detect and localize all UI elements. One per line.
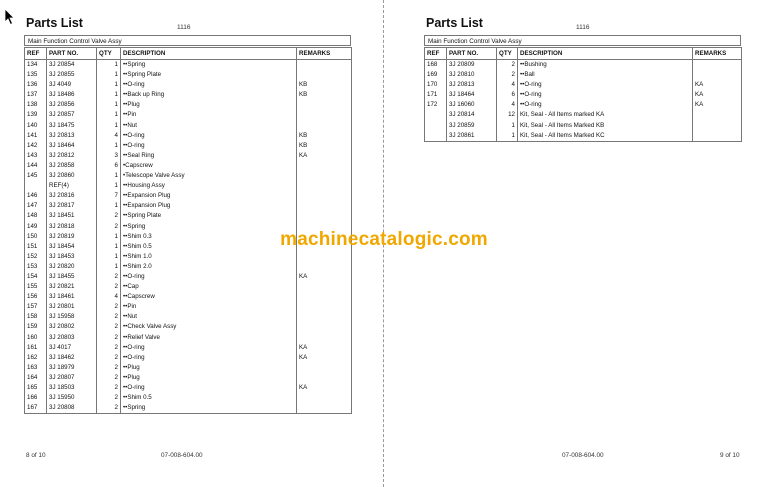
- ref-cell: 137: [25, 90, 47, 100]
- description-cell: ••O-ring: [518, 80, 693, 90]
- description-cell: ••O-ring: [121, 80, 297, 90]
- description-cell: Kit, Seal - All Items marked KA: [518, 110, 693, 120]
- remarks-cell: [297, 201, 352, 211]
- ref-cell: 157: [25, 302, 47, 312]
- qty-cell: 6: [97, 161, 121, 171]
- qty-cell: 2: [97, 393, 121, 403]
- table-header-row: [25, 48, 352, 60]
- qty-cell: 1: [497, 131, 518, 142]
- table-row: [25, 90, 352, 100]
- description-cell: ••Nut: [121, 121, 297, 131]
- description-cell: ••Spring: [121, 60, 297, 71]
- remarks-cell: [297, 100, 352, 110]
- description-cell: ••Housing Assy: [121, 181, 297, 191]
- part-number-cell: 3J 18979: [47, 363, 97, 373]
- ref-cell: 144: [25, 161, 47, 171]
- part-number-cell: 3J 20813: [47, 131, 97, 141]
- remarks-cell: [297, 211, 352, 221]
- part-number-cell: 3J 18453: [47, 252, 97, 262]
- ref-cell: 143: [25, 151, 47, 161]
- qty-cell: 1: [497, 121, 518, 131]
- description-cell: ••Shim 0.5: [121, 393, 297, 403]
- description-cell: ••Pin: [121, 110, 297, 120]
- ref-cell: 147: [25, 201, 47, 211]
- ref-cell: [425, 131, 447, 142]
- part-number-cell: 3J 20856: [47, 100, 97, 110]
- ref-cell: 141: [25, 131, 47, 141]
- qty-cell: 3: [97, 151, 121, 161]
- qty-cell: 2: [97, 302, 121, 312]
- description-cell: ••Ball: [518, 70, 693, 80]
- ref-cell: 160: [25, 333, 47, 343]
- qty-cell: 2: [497, 60, 518, 71]
- qty-cell: 2: [97, 403, 121, 414]
- description-cell: ••Back up Ring: [121, 90, 297, 100]
- remarks-cell: KA: [297, 343, 352, 353]
- description-cell: •Telescope Valve Assy: [121, 171, 297, 181]
- ref-cell: 155: [25, 282, 47, 292]
- table-row: [25, 312, 352, 322]
- table-row: [25, 363, 352, 373]
- remarks-cell: [693, 60, 742, 71]
- table-row: [25, 151, 352, 161]
- qty-cell: 1: [97, 100, 121, 110]
- table-row: [425, 90, 742, 100]
- ref-cell: 140: [25, 121, 47, 131]
- qty-cell: 6: [497, 90, 518, 100]
- table-row: [25, 110, 352, 120]
- ref-cell: 142: [25, 141, 47, 151]
- description-cell: ••O-ring: [518, 100, 693, 110]
- document-number: 1116: [576, 24, 590, 31]
- qty-cell: 4: [97, 131, 121, 141]
- description-cell: ••Spring Plate: [121, 211, 297, 221]
- qty-cell: 1: [97, 201, 121, 211]
- description-cell: ••Shim 2.0: [121, 262, 297, 272]
- remarks-cell: [297, 282, 352, 292]
- table-row: [425, 70, 742, 80]
- table-row: [25, 292, 352, 302]
- part-number-cell: 3J 20860: [47, 171, 97, 181]
- page-title: Parts List: [26, 16, 83, 30]
- part-number-cell: 3J 20812: [47, 151, 97, 161]
- table-row: [25, 272, 352, 282]
- ref-cell: 161: [25, 343, 47, 353]
- ref-cell: 170: [425, 80, 447, 90]
- ref-cell: 149: [25, 222, 47, 232]
- qty-cell: 4: [497, 100, 518, 110]
- qty-cell: 2: [97, 383, 121, 393]
- qty-cell: 2: [97, 322, 121, 332]
- remarks-cell: [693, 110, 742, 120]
- part-number-cell: 3J 18455: [47, 272, 97, 282]
- part-number-cell: 3J 20821: [47, 282, 97, 292]
- description-cell: ••Spring: [121, 403, 297, 414]
- description-cell: ••Plug: [121, 373, 297, 383]
- ref-cell: [25, 181, 47, 191]
- part-number-cell: 3J 18451: [47, 211, 97, 221]
- table-row: [25, 252, 352, 262]
- table-row: [25, 302, 352, 312]
- table-row: [25, 353, 352, 363]
- description-cell: Kit, Seal - All Items Marked KC: [518, 131, 693, 142]
- table-row: [25, 161, 352, 171]
- qty-cell: 1: [97, 70, 121, 80]
- qty-cell: 2: [97, 363, 121, 373]
- qty-cell: 12: [497, 110, 518, 120]
- table-row: [425, 80, 742, 90]
- column-header-description: DESCRIPTION: [518, 48, 693, 60]
- description-cell: ••Shim 0.3: [121, 232, 297, 242]
- remarks-cell: [297, 302, 352, 312]
- table-row: [25, 201, 352, 211]
- qty-cell: 1: [97, 181, 121, 191]
- qty-cell: 2: [97, 312, 121, 322]
- part-number-cell: 3J 20807: [47, 373, 97, 383]
- remarks-cell: KB: [297, 80, 352, 90]
- qty-cell: 1: [97, 80, 121, 90]
- description-cell: ••Nut: [121, 312, 297, 322]
- remarks-cell: KA: [693, 100, 742, 110]
- parts-table: [424, 47, 742, 142]
- arrow-cursor-icon: [4, 8, 16, 26]
- ref-cell: 172: [425, 100, 447, 110]
- table-row: [425, 60, 742, 71]
- remarks-cell: [693, 121, 742, 131]
- remarks-cell: [297, 121, 352, 131]
- qty-cell: 4: [497, 80, 518, 90]
- table-header-row: [425, 48, 742, 60]
- description-cell: ••Seal Ring: [121, 151, 297, 161]
- ref-cell: 148: [25, 211, 47, 221]
- remarks-cell: [297, 181, 352, 191]
- description-cell: Kit, Seal - All Items Marked KB: [518, 121, 693, 131]
- description-cell: ••Expansion Plug: [121, 201, 297, 211]
- description-cell: ••O-ring: [518, 90, 693, 100]
- ref-cell: 162: [25, 353, 47, 363]
- description-cell: ••Relief Valve: [121, 333, 297, 343]
- description-cell: ••Bushing: [518, 60, 693, 71]
- ref-cell: 138: [25, 100, 47, 110]
- remarks-cell: [297, 60, 352, 71]
- table-row: [25, 131, 352, 141]
- table-row: [25, 80, 352, 90]
- part-number-cell: 3J 18462: [47, 353, 97, 363]
- ref-cell: [425, 110, 447, 120]
- qty-cell: 4: [97, 292, 121, 302]
- part-number-cell: 3J 20802: [47, 322, 97, 332]
- page-number: 9 of 10: [720, 452, 740, 459]
- qty-cell: 2: [97, 211, 121, 221]
- ref-cell: 163: [25, 363, 47, 373]
- qty-cell: 7: [97, 191, 121, 201]
- part-number-cell: 3J 20817: [47, 201, 97, 211]
- remarks-cell: [297, 171, 352, 181]
- remarks-cell: KA: [297, 151, 352, 161]
- part-number-cell: 3J 20801: [47, 302, 97, 312]
- ref-cell: 136: [25, 80, 47, 90]
- part-number-cell: 3J 18464: [447, 90, 497, 100]
- part-number-cell: 3J 20859: [447, 121, 497, 131]
- part-number-cell: 3J 20818: [47, 222, 97, 232]
- part-number-cell: 3J 18475: [47, 121, 97, 131]
- column-header-part-number: PART NO.: [47, 48, 97, 60]
- part-number-cell: 3J 18486: [47, 90, 97, 100]
- remarks-cell: [297, 191, 352, 201]
- remarks-cell: [297, 161, 352, 171]
- part-number-cell: 3J 20855: [47, 70, 97, 80]
- footer-code: 07-008-604.00: [562, 452, 604, 459]
- ref-cell: 154: [25, 272, 47, 282]
- qty-cell: 2: [97, 353, 121, 363]
- column-header-description: DESCRIPTION: [121, 48, 297, 60]
- table-row: [25, 100, 352, 110]
- remarks-cell: KB: [297, 90, 352, 100]
- qty-cell: 1: [97, 232, 121, 242]
- ref-cell: 169: [425, 70, 447, 80]
- part-number-cell: 3J 15958: [47, 312, 97, 322]
- qty-cell: 1: [97, 90, 121, 100]
- column-header-remarks: REMARKS: [693, 48, 742, 60]
- ref-cell: 166: [25, 393, 47, 403]
- ref-cell: 145: [25, 171, 47, 181]
- description-cell: ••Shim 0.5: [121, 242, 297, 252]
- ref-cell: 146: [25, 191, 47, 201]
- part-number-cell: REF(4): [47, 181, 97, 191]
- description-cell: ••Check Valve Assy: [121, 322, 297, 332]
- table-row: [425, 100, 742, 110]
- ref-cell: [425, 121, 447, 131]
- table-row: [25, 282, 352, 292]
- description-cell: ••Expansion Plug: [121, 191, 297, 201]
- part-number-cell: 3J 20803: [47, 333, 97, 343]
- page-number: 8 of 10: [26, 452, 46, 459]
- qty-cell: 1: [97, 60, 121, 71]
- ref-cell: 171: [425, 90, 447, 100]
- remarks-cell: KB: [297, 141, 352, 151]
- remarks-cell: [297, 322, 352, 332]
- remarks-cell: KB: [297, 131, 352, 141]
- description-cell: •Capscrew: [121, 161, 297, 171]
- remarks-cell: [297, 393, 352, 403]
- ref-cell: 151: [25, 242, 47, 252]
- part-number-cell: 3J 18461: [47, 292, 97, 302]
- table-row: [25, 262, 352, 272]
- column-header-part-number: PART NO.: [447, 48, 497, 60]
- remarks-cell: [693, 70, 742, 80]
- document-number: 1116: [177, 24, 191, 31]
- part-number-cell: 3J 20819: [47, 232, 97, 242]
- part-number-cell: 3J 15950: [47, 393, 97, 403]
- remarks-cell: [297, 312, 352, 322]
- table-row: [25, 403, 352, 414]
- part-number-cell: 3J 4017: [47, 343, 97, 353]
- description-cell: ••Spring Plate: [121, 70, 297, 80]
- qty-cell: 1: [97, 242, 121, 252]
- ref-cell: 139: [25, 110, 47, 120]
- part-number-cell: 3J 20858: [47, 161, 97, 171]
- table-row: [25, 171, 352, 181]
- description-cell: ••O-ring: [121, 353, 297, 363]
- part-number-cell: 3J 18464: [47, 141, 97, 151]
- table-row: [25, 373, 352, 383]
- remarks-cell: KA: [693, 90, 742, 100]
- description-cell: ••O-ring: [121, 131, 297, 141]
- description-cell: ••Spring: [121, 222, 297, 232]
- remarks-cell: [297, 252, 352, 262]
- qty-cell: 1: [97, 121, 121, 131]
- column-header-ref: REF: [25, 48, 47, 60]
- ref-cell: 158: [25, 312, 47, 322]
- remarks-cell: KA: [297, 272, 352, 282]
- qty-cell: 2: [497, 70, 518, 80]
- part-number-cell: 3J 20861: [447, 131, 497, 142]
- footer-code: 07-008-604.00: [161, 452, 203, 459]
- table-row: [25, 343, 352, 353]
- ref-cell: 152: [25, 252, 47, 262]
- table-row: [25, 333, 352, 343]
- part-number-cell: 3J 20857: [47, 110, 97, 120]
- assembly-title: Main Function Control Valve Assy: [424, 35, 741, 46]
- remarks-cell: [297, 110, 352, 120]
- qty-cell: 1: [97, 171, 121, 181]
- ref-cell: 150: [25, 232, 47, 242]
- table-row: [425, 131, 742, 142]
- part-number-cell: 3J 18503: [47, 383, 97, 393]
- ref-cell: 168: [425, 60, 447, 71]
- description-cell: ••O-ring: [121, 272, 297, 282]
- remarks-cell: KA: [297, 383, 352, 393]
- assembly-title: Main Function Control Valve Assy: [24, 35, 351, 46]
- qty-cell: 1: [97, 252, 121, 262]
- part-number-cell: 3J 16060: [447, 100, 497, 110]
- table-row: [25, 322, 352, 332]
- page-title: Parts List: [426, 16, 483, 30]
- ref-cell: 135: [25, 70, 47, 80]
- table-row: [425, 121, 742, 131]
- part-number-cell: 3J 18454: [47, 242, 97, 252]
- remarks-cell: [297, 70, 352, 80]
- qty-cell: 2: [97, 282, 121, 292]
- table-row: [25, 60, 352, 71]
- part-number-cell: 3J 20808: [47, 403, 97, 414]
- table-row: [25, 393, 352, 403]
- part-number-cell: 3J 4049: [47, 80, 97, 90]
- description-cell: ••Capscrew: [121, 292, 297, 302]
- table-row: [25, 121, 352, 131]
- description-cell: ••O-ring: [121, 343, 297, 353]
- remarks-cell: [297, 403, 352, 414]
- qty-cell: 2: [97, 373, 121, 383]
- description-cell: ••O-ring: [121, 141, 297, 151]
- column-header-ref: REF: [425, 48, 447, 60]
- remarks-cell: [297, 373, 352, 383]
- table-row: [25, 191, 352, 201]
- description-cell: ••Plug: [121, 363, 297, 373]
- qty-cell: 2: [97, 343, 121, 353]
- qty-cell: 1: [97, 141, 121, 151]
- table-row: [25, 70, 352, 80]
- description-cell: ••Shim 1.0: [121, 252, 297, 262]
- ref-cell: 167: [25, 403, 47, 414]
- remarks-cell: [297, 333, 352, 343]
- remarks-cell: KA: [693, 80, 742, 90]
- column-header-qty: QTY: [97, 48, 121, 60]
- part-number-cell: 3J 20809: [447, 60, 497, 71]
- column-header-qty: QTY: [497, 48, 518, 60]
- ref-cell: 159: [25, 322, 47, 332]
- qty-cell: 1: [97, 262, 121, 272]
- remarks-cell: [693, 131, 742, 142]
- ref-cell: 153: [25, 262, 47, 272]
- qty-cell: 2: [97, 222, 121, 232]
- description-cell: ••Pin: [121, 302, 297, 312]
- remarks-cell: [297, 292, 352, 302]
- watermark: machinecatalogic.com: [280, 229, 488, 250]
- remarks-cell: KA: [297, 353, 352, 363]
- table-row: [25, 141, 352, 151]
- table-row: [425, 110, 742, 120]
- ref-cell: 165: [25, 383, 47, 393]
- qty-cell: 2: [97, 272, 121, 282]
- part-number-cell: 3J 20814: [447, 110, 497, 120]
- part-number-cell: 3J 20816: [47, 191, 97, 201]
- table-row: [25, 383, 352, 393]
- ref-cell: 156: [25, 292, 47, 302]
- ref-cell: 134: [25, 60, 47, 71]
- remarks-cell: [297, 363, 352, 373]
- remarks-cell: [297, 262, 352, 272]
- description-cell: ••Plug: [121, 100, 297, 110]
- part-number-cell: 3J 20810: [447, 70, 497, 80]
- description-cell: ••O-ring: [121, 383, 297, 393]
- description-cell: ••Cap: [121, 282, 297, 292]
- qty-cell: 1: [97, 110, 121, 120]
- column-header-remarks: REMARKS: [297, 48, 352, 60]
- table-row: [25, 181, 352, 191]
- part-number-cell: 3J 20820: [47, 262, 97, 272]
- table-row: [25, 211, 352, 221]
- qty-cell: 2: [97, 333, 121, 343]
- ref-cell: 164: [25, 373, 47, 383]
- part-number-cell: 3J 20854: [47, 60, 97, 71]
- part-number-cell: 3J 20813: [447, 80, 497, 90]
